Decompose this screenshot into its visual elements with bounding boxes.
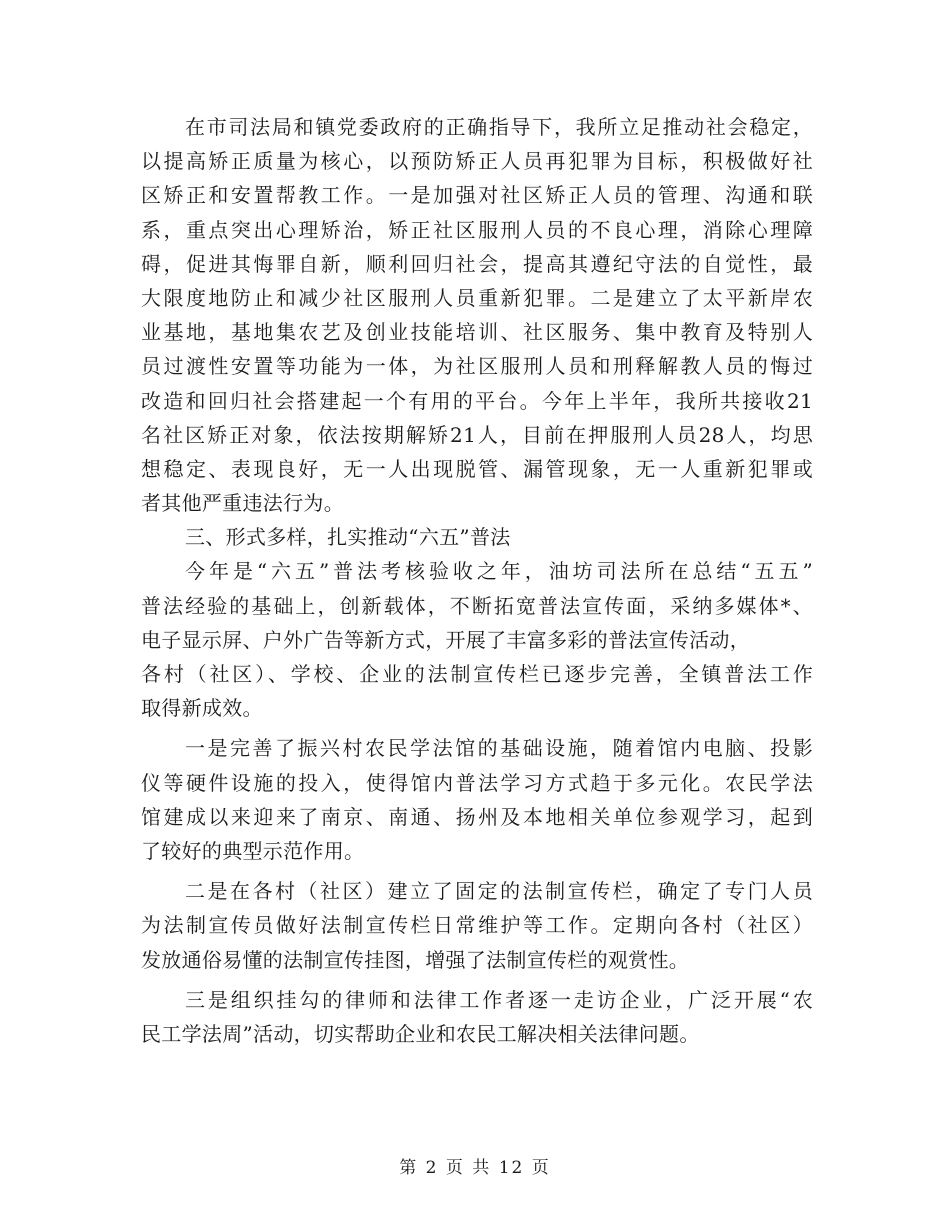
text-line: 想稳定、表现良好，无一人出现脱管、漏管现象，无一人重新犯罪或 bbox=[141, 456, 813, 481]
body-text bbox=[141, 110, 813, 1051]
text-line: 大限度地防止和减少社区服刑人员重新犯罪。二是建立了太平新岸农 bbox=[141, 285, 813, 310]
text-line: 发放通俗易懂的法制宣传挂图，增强了法制宣传栏的观赏性。 bbox=[141, 947, 690, 972]
text-line: 员过渡性安置等功能为一体，为社区服刑人员和刑释解教人员的悔过 bbox=[141, 354, 813, 379]
text-line: 业基地，基地集农艺及创业技能培训、社区服务、集中教育及特别人 bbox=[141, 320, 813, 345]
text-line: 今年是“六五”普法考核验收之年，油坊司法所在总结“五五” bbox=[185, 559, 813, 584]
text-line: 系，重点突出心理矫治，矫正社区服刑人员的不良心理，消除心理障 bbox=[141, 217, 813, 242]
text-line: 普法经验的基础上，创新载体，不断拓宽普法宣传面，采纳多媒体*、 bbox=[141, 593, 813, 618]
section-heading: 三、形式多样，扎实推动“六五”普法 bbox=[185, 525, 511, 550]
text-line: 各村（社区）、学校、企业的法制宣传栏已逐步完善，全镇普法工作 bbox=[141, 662, 813, 686]
text-line: 区矫正和安置帮教工作。一是加强对社区矫正人员的管理、沟通和联 bbox=[141, 183, 813, 208]
text-line: 在市司法局和镇党委政府的正确指导下，我所立足推动社会稳定， bbox=[185, 115, 813, 139]
text-line: 碍，促进其悔罪自新，顺利回归社会，提高其遵纪守法的自觉性，最 bbox=[141, 251, 813, 276]
text-line: 馆建成以来迎来了南京、南通、扬州及本地相关单位参观学习，起到 bbox=[141, 804, 813, 829]
text-line: 民工学法周”活动，切实帮助企业和农民工解决相关法律问题。 bbox=[141, 1021, 700, 1046]
text-line: 了较好的典型示范作用。 bbox=[141, 838, 365, 863]
text-line: 三是组织挂勾的律师和法律工作者逐一走访企业，广泛开展“农 bbox=[185, 987, 813, 1012]
text-line: 一是完善了振兴村农民学法馆的基础设施，随着馆内电脑、投影 bbox=[185, 736, 813, 761]
text-line: 改造和回归社会搭建起一个有用的平台。今年上半年，我所共接收21 bbox=[141, 388, 813, 413]
text-line: 取得新成效。 bbox=[141, 696, 263, 721]
text-line: 二是在各村（社区）建立了固定的法制宣传栏，确定了专门人员 bbox=[185, 879, 813, 904]
text-line: 名社区矫正对象，依法按期解矫21人，目前在押服刑人员28人，均思 bbox=[141, 422, 813, 447]
text-line: 电子显示屏、户外广告等新方式，开展了丰富多彩的普法宣传活动， bbox=[141, 627, 750, 652]
text-line: 仪等硬件设施的投入，使得馆内普法学习方式趋于多元化。农民学法 bbox=[141, 770, 813, 795]
page-footer: 第 2 页 共 12 页 bbox=[399, 1158, 551, 1178]
text-line: 以提高矫正质量为核心，以预防矫正人员再犯罪为目标，积极做好社 bbox=[141, 149, 813, 174]
text-line: 者其他严重违法行为。 bbox=[141, 491, 344, 516]
text-line: 为法制宣传员做好法制宣传栏日常维护等工作。定期向各村（社区） bbox=[141, 913, 813, 938]
